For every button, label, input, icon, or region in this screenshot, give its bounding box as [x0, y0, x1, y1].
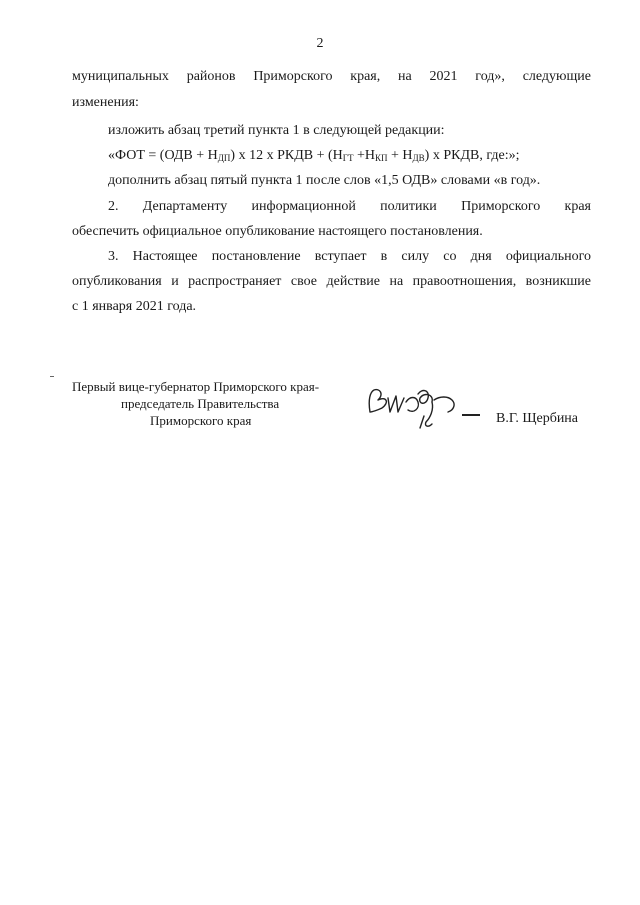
formula-part: ) х РКДВ, где:»;: [424, 148, 520, 163]
formula-subscript: ДВ: [412, 153, 425, 163]
body-line-1: муниципальных районов Приморского края, на 2021 год», следующие: [72, 69, 591, 84]
body-line-10: с 1 января 2021 года.: [72, 299, 197, 314]
signatory-title-line-3: Приморского края: [150, 413, 252, 428]
formula-part: «ФОТ = (ОДВ + Н: [108, 148, 218, 163]
page-number: 2: [316, 36, 324, 51]
formula-part: ) х 12 х РКДВ + (Н: [230, 148, 343, 163]
margin-mark: [50, 376, 54, 377]
formula-subscript: ДП: [217, 153, 231, 163]
body-line-9: опубликования и распространяет свое действие на правоотношения, возникшие: [72, 274, 591, 289]
signatory-title-line-1: Первый вице-губернатор Приморского края-: [72, 379, 320, 394]
formula-subscript: КП: [374, 153, 388, 163]
signatory-title-line-2: председатель Правительства: [121, 396, 280, 411]
body-line-2: изменения:: [72, 95, 139, 110]
formula-part: + Н: [387, 148, 413, 163]
body-line-5: дополнить абзац пятый пункта 1 после слов «1,5 ОДВ» словами «в год».: [108, 173, 541, 188]
signatory-name: В.Г. Щербина: [496, 411, 579, 426]
body-line-3: изложить абзац третий пункта 1 в следующей редакции:: [108, 123, 445, 138]
formula-line: [108, 147, 520, 167]
handwritten-signature: [362, 382, 462, 432]
body-line-7: обеспечить официальное опубликование настоящего постановления.: [72, 224, 483, 239]
body-line-8: 3. Настоящее постановление вступает в силу со дня официального: [108, 249, 591, 264]
signature-dash: [462, 414, 480, 416]
formula-subscript: ГТ: [342, 153, 354, 163]
body-line-6: 2. Департаменту информационной политики Приморского края: [108, 199, 591, 214]
formula-part: +Н: [353, 148, 375, 163]
